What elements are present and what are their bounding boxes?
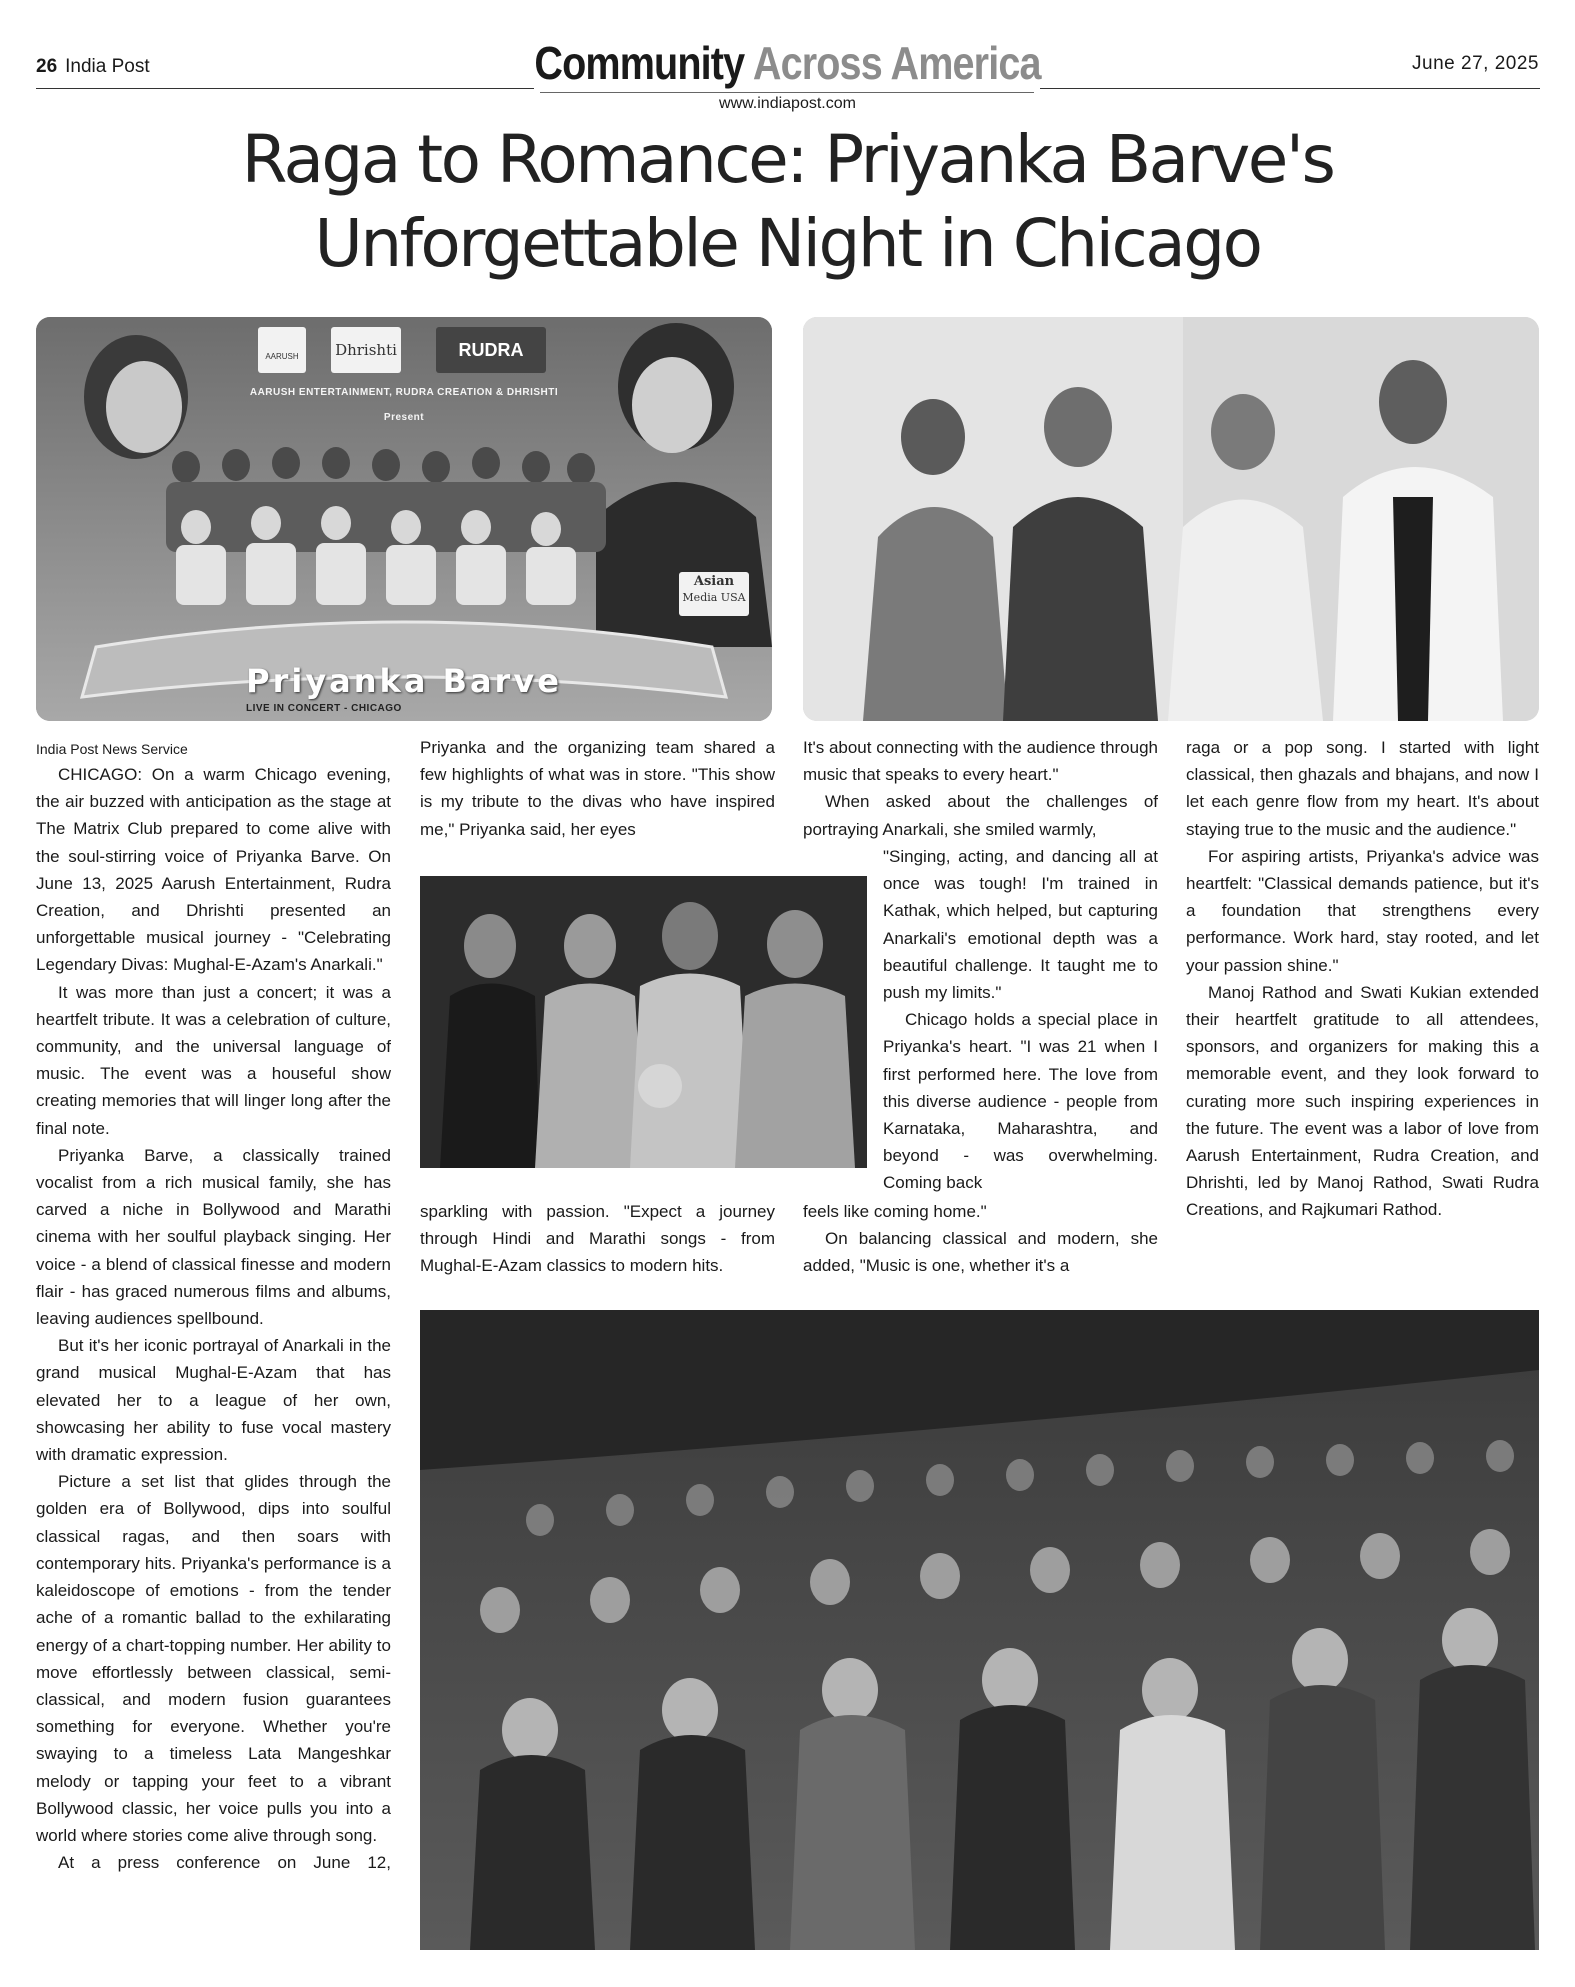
masthead-community: Community (534, 37, 745, 89)
media-badge-line-2: Media USA (682, 591, 746, 604)
col3-paragraph-1: It's about connecting with the audience through music that speaks to every heart." (803, 738, 1158, 785)
article-headline (60, 118, 1515, 286)
article-column-1 (36, 761, 391, 1876)
artists-inset-photo (420, 876, 867, 1168)
poster-graphic (36, 317, 772, 721)
headline-line-2: Unforgettable Night in Chicago (314, 205, 1261, 282)
col4-paragraph-3: Manoj Rathod and Swati Kukian extended their heartfelt gratitude to all attendees, sponsors, and organizers for making this a memorable event, and they look forward to curating more such inspiring experiences in the future. The event was a labor of love from Aarush Entertainment, Rudra Creation, and Dhrishti, led by Manoj Rathod, Swati Rudra Creations, and Rajkumari Rathod. (1186, 982, 1539, 1220)
website-url[interactable]: www.indiapost.com (719, 95, 856, 112)
poster-present: Present (383, 412, 425, 423)
article-column-2-top (420, 734, 775, 843)
asian-media-usa-badge (679, 572, 749, 616)
col2-paragraph-bottom: sparkling with passion. "Expect a journey through Hindi and Marathi songs - from Mughal-E-Azam classics to modern hits. (420, 1202, 775, 1276)
article-column-3-wrap (883, 843, 1158, 1197)
col2-paragraph-top: Priyanka and the organizing team shared a few highlights of what was in store. "This show is my tribute to the divas who have inspired me," Priyanka said, her eyes (420, 738, 775, 839)
article-column-4 (1186, 734, 1539, 1224)
poster-presenters: AARUSH ENTERTAINMENT, RUDRA CREATION & DHRISHTI (249, 387, 559, 398)
col1-paragraph-1: CHICAGO: On a warm Chicago evening, the air buzzed with anticipation as the stage at The Matrix Club prepared to come alive with the soul-stirring voice of Priyanka Barve. On June 13, 2025 Aarush Entertainment, Rudra Creation, and Dhrishti presented an unforgettable musical journey - "Celebrating Legendary Divas: Mughal-E-Azam's Anarkali." (36, 765, 391, 975)
article-column-3-top (803, 734, 1158, 843)
col3-paragraph-4: feels like coming home." (803, 1202, 987, 1221)
col1-paragraph-2: It was more than just a concert; it was a heartfelt tribute. It was a celebration of culture, community, and the universal language of music. The event was a houseful show creating memories that will linger long after the final note. (36, 982, 391, 1138)
article-column-2-bottom (420, 1198, 775, 1280)
col3-paragraph-5: On balancing classical and modern, she added, "Music is one, whether it's a (803, 1229, 1158, 1276)
aarush-logo-text: AARUSH (265, 352, 299, 361)
rudra-logo (436, 327, 546, 373)
masthead-underline (540, 92, 1034, 93)
col1-paragraph-6: At a press conference on June 12, (58, 1853, 391, 1873)
col3-paragraph-3: Chicago holds a special place in Priyanka's heart. "I was 21 when I first performed here. The love from this diverse audience - people from Karnataka, Maharashtra, and beyond - was overwhelming. Coming back (883, 1010, 1158, 1193)
concert-poster-image (36, 317, 772, 721)
col3-paragraph-2: When asked about the challenges of portraying Anarkali, she smiled warmly, (803, 792, 1158, 839)
section-masthead (110, 36, 1465, 90)
aarush-logo (258, 327, 306, 373)
page-number-value: 26 (36, 56, 58, 77)
guests-group-photo (803, 317, 1539, 721)
inset-photo-graphic (420, 876, 867, 1168)
publication-name: India Post (65, 56, 150, 77)
col4-paragraph-1: raga or a pop song. I started with light classical, then ghazals and bhajans, and now I let each genre flow from my heart. It's about staying true to the music and the audience." (1186, 738, 1539, 839)
media-badge-line-1: Asian (693, 574, 735, 589)
col4-paragraph-2: For aspiring artists, Priyanka's advice was heartfelt: "Classical demands patience, but it's a foundation that strengthens every performance. Work hard, stay rooted, and let your passion shine." (1186, 846, 1539, 975)
audience-photo-graphic (420, 1310, 1539, 1950)
masthead-across-america: Across America (752, 37, 1041, 89)
headline-line-1: Raga to Romance: Priyanka Barve's (241, 121, 1334, 198)
col1-paragraph-4: But it's her iconic portrayal of Anarkali in the grand musical Mughal-E-Azam that has elevated her to a league of her own, showcasing her ability to fuse vocal mastery with dramatic expression. (36, 1336, 391, 1465)
poster-subtitle: LIVE IN CONCERT - CHICAGO (246, 703, 402, 714)
col1-paragraph-5: Picture a set list that glides through the golden era of Bollywood, dips into soulful classical ragas, and then soars with contemporary hits. Priyanka's performance is a kaleidoscope of emotions - from the tender ache of a romantic ballad to the exhilarating energy of a chart-topping number. Her ability to move effortlessly between classical, semi-classical, and modern fusion guarantees something for everyone. Whether you're swaying to a timeless Lata Mangeshkar melody or tapping your feet to a vibrant Bollywood classic, her voice pulls you into a world where stories come alive through song. (36, 1472, 391, 1845)
dhrishti-logo-text: Dhrishti (335, 341, 397, 359)
audience-photo (420, 1310, 1539, 1950)
col1-paragraph-3: Priyanka Barve, a classically trained vocalist from a rich musical family, she has carved a niche in Bollywood and Marathi cinema with her soulful playback singing. Her voice - a blend of classical finesse and modern flair - has graced numerous films and albums, leaving audiences spellbound. (36, 1145, 391, 1329)
guests-photo-graphic (803, 317, 1539, 721)
article-column-3-bottom (803, 1198, 1158, 1280)
rudra-logo-text: RUDRA (458, 340, 524, 360)
poster-title: Priyanka Barve (246, 662, 562, 700)
col3-quote-1: "Singing, acting, and dancing all at once was tough! I'm trained in Kathak, which helped, but capturing Anarkali's emotional depth was a beautiful challenge. It taught me to push my limits." (883, 847, 1158, 1003)
dhrishti-logo (331, 327, 401, 373)
byline: India Post News Service (36, 741, 188, 757)
issue-date: June 27, 2025 (1412, 53, 1539, 74)
